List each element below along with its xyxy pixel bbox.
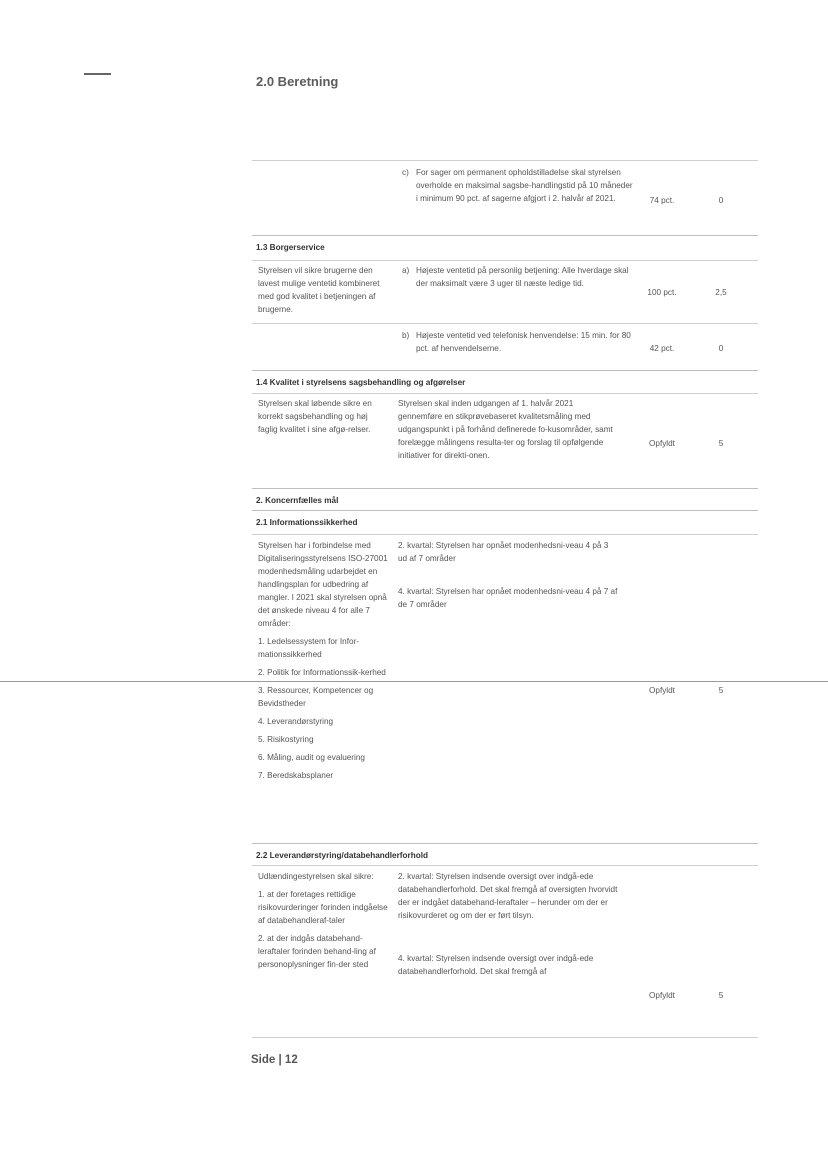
- goal-item: 2. at der indgås databehand-leraftaler forinden behand-ling af personoplysninger fin-der sted: [258, 934, 376, 969]
- page-number: 12: [284, 1054, 298, 1066]
- result-cell: Opfyldt: [649, 686, 675, 695]
- target-cell: [402, 166, 636, 205]
- target-text: 4. kvartal: Styrelsen har opnået modenhedsni-veau 4 på 7 af de 7 områder: [398, 587, 618, 609]
- result-cell: Opfyldt: [649, 991, 675, 1000]
- table-heading-1-4: [252, 370, 758, 391]
- goal-item: 5. Risikostyring: [258, 735, 314, 744]
- points-cell: 0: [718, 196, 724, 205]
- table-row-2-2: [252, 865, 758, 1038]
- header-rule: [84, 73, 111, 75]
- target-text: 2. kvartal: Styrelsen har opnået modenhedsni-veau 4 på 3 ud af 7 områder: [398, 541, 609, 563]
- points-cell: 2,5: [715, 288, 727, 297]
- item-marker: b): [402, 331, 410, 340]
- target-text: Højeste ventetid ved telefonisk henvendelse: 15 min. for 80 pct. af henvendelserne.: [416, 331, 631, 353]
- footer-label: Side: [251, 1054, 276, 1066]
- goal-item: 7. Beredskabsplaner: [258, 771, 334, 780]
- item-marker: c): [402, 168, 409, 177]
- goal-item: 1. Ledelsessystem for Infor-mationssikkerhed: [258, 637, 360, 659]
- target-text: Højeste ventetid på personlig betjening: Alle hverdage skal der maksimalt være 3 uger til næste ledige tid.: [416, 266, 629, 288]
- table-row-1-2c: [252, 160, 758, 234]
- target-cell: [398, 870, 618, 978]
- goal-cell: [258, 539, 388, 787]
- target-cell: [402, 264, 636, 290]
- goal-item: 3. Ressourcer, Kompetencer og Bevidstheder: [258, 686, 374, 708]
- table-heading-2: [252, 488, 758, 507]
- points-cell: 5: [718, 991, 724, 1000]
- table-heading-1-3: [252, 235, 758, 256]
- goal-intro: Udlændingestyrelsen skal sikre:: [258, 872, 374, 881]
- table-row-1-4: [252, 393, 758, 486]
- result-cell: Opfyldt: [649, 439, 675, 448]
- target-cell: Styrelsen skal inden udgangen af 1. halvår 2021 gennemføre en stikprøvebaseret kvalitetsmåling med udgangspunkt i på forhånd definerede fo-kusområder, samt forelægge målingens resulta-ter og forslag til opfølgende initiativer for direkti-onen.: [398, 399, 613, 460]
- goal-cell: [258, 870, 388, 976]
- target-text: 2. kvartal: Styrelsen indsende oversigt over indgå-ede databehandlerforhold. Det skal fremgå af oversigten hvorvidt der er indgået databehand-leraftaler – herunder om der er risikovurderet og om der er ført tilsyn.: [398, 872, 618, 920]
- page-title: 2.0 Beretning: [256, 74, 339, 89]
- result-cell: 42 pct.: [649, 344, 675, 353]
- table-heading-2-1: [252, 510, 758, 531]
- page-footer: [251, 1054, 298, 1066]
- target-text: 4. kvartal: Styrelsen indsende oversigt over indgå-ede databehandlerforhold. Det skal fremgå af: [398, 954, 594, 976]
- heading-label: 1.4 Kvalitet i styrelsens sagsbehandling og afgørelser: [256, 378, 466, 387]
- target-text: For sager om permanent opholdstilladelse skal styrelsen overholde en maksimal sagsbe-handlingstid på 10 måneder i minimum 90 pct. af sagerne afgjort i 2. halvår af 2021.: [416, 168, 633, 203]
- points-cell: 0: [718, 344, 724, 353]
- scan-artifact-line: [0, 681, 828, 682]
- goal-item: 2. Politik for Informationssik-kerhed: [258, 668, 386, 677]
- table-bottom-rule: [252, 1037, 758, 1038]
- table-row-1-3b: [252, 323, 758, 366]
- goal-item: 1. at der foretages rettidige risikovurderinger forinden indgåelse af databehandleraf-taler: [258, 890, 388, 925]
- footer-separator: |: [278, 1054, 282, 1066]
- goal-cell: Styrelsen vil sikre brugerne den lavest mulige ventetid kombineret med god kvalitet i betjeningen af brugerne.: [258, 266, 380, 314]
- goal-item: 6. Måling, audit og evaluering: [258, 753, 365, 762]
- goal-intro: Styrelsen har i forbindelse med Digitaliseringsstyrelsens ISO-27001 modenhedsmåling udarbejdet en handlingsplan for udbedring af mangler. I 2021 skal styrelsen opnå det ønskede niveau 4 for alle 7 områder:: [258, 541, 388, 628]
- goal-cell: Styrelsen skal løbende sikre en korrekt sagsbehandling og høj faglig kvalitet i sine afgø-relser.: [258, 399, 372, 434]
- result-cell: 100 pct.: [647, 288, 677, 297]
- target-cell: [398, 539, 618, 611]
- points-cell: 5: [718, 439, 724, 448]
- target-cell: [402, 329, 636, 355]
- item-marker: a): [402, 266, 410, 275]
- goal-item: 4. Leverandørstyring: [258, 717, 334, 726]
- heading-label: 2.2 Leverandørstyring/databehandlerforhold: [256, 851, 428, 860]
- heading-label: 1.3 Borgerservice: [256, 243, 325, 252]
- heading-label: 2. Koncernfælles mål: [256, 496, 339, 505]
- heading-label: 2.1 Informationssikkerhed: [256, 518, 358, 527]
- points-cell: 5: [718, 686, 724, 695]
- result-cell: 74 pct.: [649, 196, 675, 205]
- table-heading-2-2: [252, 843, 758, 864]
- table-row-1-3a: [252, 260, 758, 321]
- table-row-2-1: [252, 534, 758, 839]
